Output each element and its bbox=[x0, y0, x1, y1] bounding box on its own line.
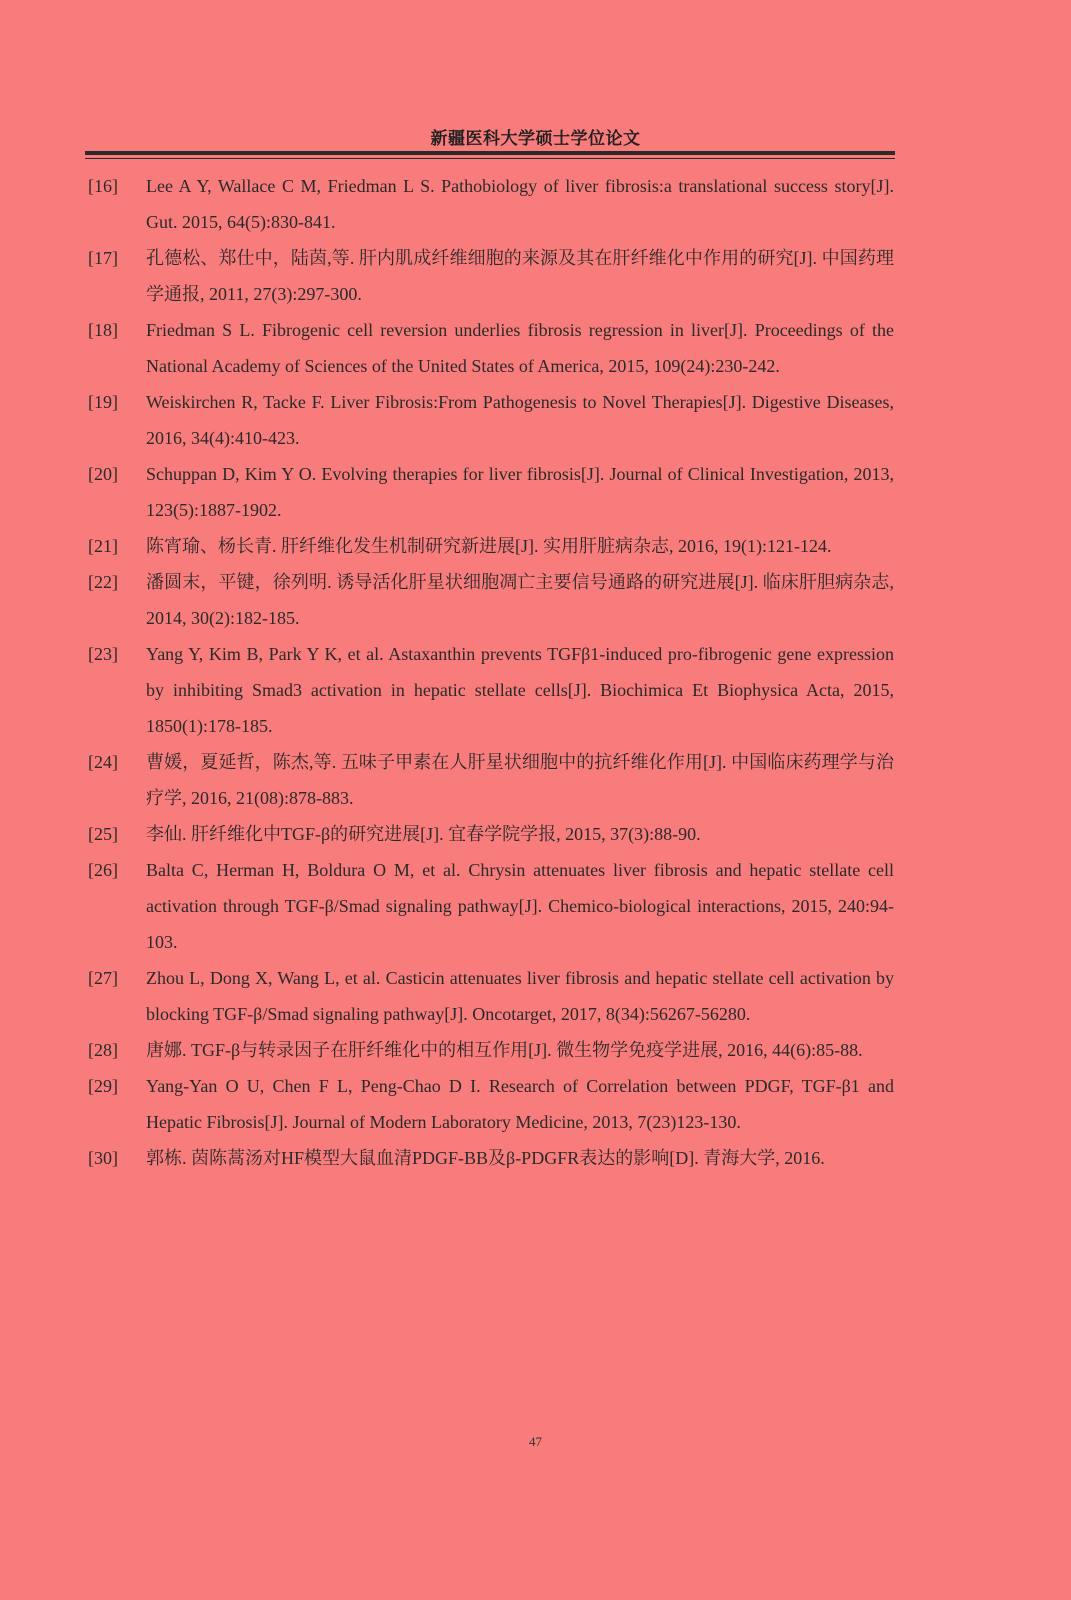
reference-text: Balta C, Herman H, Boldura O M, et al. Chrysin attenuates liver fibrosis and hepatic stellate cell activation through TGF-β/Smad signaling pathway[J]. Chemico-biological interactions, 2015, 240:94-103. bbox=[146, 860, 894, 952]
reference-text: 唐娜. TGF-β与转录因子在肝纤维化中的相互作用[J]. 微生物学免疫学进展, 2016, 44(6):85-88. bbox=[146, 1040, 863, 1060]
reference-item bbox=[88, 240, 894, 312]
reference-number: [26] bbox=[88, 860, 118, 880]
reference-text: Zhou L, Dong X, Wang L, et al. Casticin attenuates liver fibrosis and hepatic stellate cell activation by blocking TGF-β/Smad signaling pathway[J]. Oncotarget, 2017, 8(34):56267-56280. bbox=[146, 968, 894, 1024]
reference-number: [21] bbox=[88, 536, 118, 556]
reference-number: [20] bbox=[88, 464, 118, 484]
reference-item bbox=[88, 168, 894, 240]
reference-number: [28] bbox=[88, 1040, 118, 1060]
reference-item bbox=[88, 528, 894, 564]
reference-text: 郭栋. 茵陈蒿汤对HF模型大鼠血清PDGF-BB及β-PDGFR表达的影响[D]. 青海大学, 2016. bbox=[146, 1148, 825, 1168]
reference-number: [22] bbox=[88, 572, 118, 592]
header-rule-thick bbox=[85, 151, 895, 155]
reference-number: [30] bbox=[88, 1148, 118, 1168]
reference-text: 潘圆末，平键，徐列明. 诱导活化肝星状细胞凋亡主要信号通路的研究进展[J]. 临床肝胆病杂志, 2014, 30(2):182-185. bbox=[146, 572, 894, 628]
reference-list bbox=[88, 168, 894, 1176]
reference-item bbox=[88, 1032, 894, 1068]
reference-item bbox=[88, 384, 894, 456]
reference-number: [25] bbox=[88, 824, 118, 844]
reference-item bbox=[88, 852, 894, 960]
reference-item bbox=[88, 1068, 894, 1140]
reference-text: 曹媛，夏延哲，陈杰,等. 五味子甲素在人肝星状细胞中的抗纤维化作用[J]. 中国临床药理学与治疗学, 2016, 21(08):878-883. bbox=[146, 752, 894, 808]
reference-item bbox=[88, 312, 894, 384]
reference-text: Lee A Y, Wallace C M, Friedman L S. Pathobiology of liver fibrosis:a translational success story[J]. Gut. 2015, 64(5):830-841. bbox=[146, 176, 894, 232]
reference-number: [24] bbox=[88, 752, 118, 772]
reference-text: Weiskirchen R, Tacke F. Liver Fibrosis:From Pathogenesis to Novel Therapies[J]. Digestive Diseases, 2016, 34(4):410-423. bbox=[146, 392, 894, 448]
running-header-title: 新疆医科大学硕士学位论文 bbox=[430, 129, 641, 149]
reference-text: Friedman S L. Fibrogenic cell reversion underlies fibrosis regression in liver[J]. Proceedings of the National Academy of Sciences of the United States of America, 2015, 109(24):230-242. bbox=[146, 320, 894, 376]
reference-number: [29] bbox=[88, 1076, 118, 1096]
reference-item bbox=[88, 960, 894, 1032]
reference-item bbox=[88, 744, 894, 816]
reference-item bbox=[88, 564, 894, 636]
reference-number: [23] bbox=[88, 644, 118, 664]
reference-number: [18] bbox=[88, 320, 118, 340]
reference-item bbox=[88, 456, 894, 528]
reference-number: [19] bbox=[88, 392, 118, 412]
reference-item bbox=[88, 636, 894, 744]
page-number: 47 bbox=[529, 1434, 542, 1449]
reference-text: Yang-Yan O U, Chen F L, Peng-Chao D I. Research of Correlation between PDGF, TGF-β1 and Hepatic Fibrosis[J]. Journal of Modern Laboratory Medicine, 2013, 7(23)123-130. bbox=[146, 1076, 894, 1132]
reference-item bbox=[88, 816, 894, 852]
reference-text: Schuppan D, Kim Y O. Evolving therapies for liver fibrosis[J]. Journal of Clinical Investigation, 2013, 123(5):1887-1902. bbox=[146, 464, 894, 520]
reference-number: [27] bbox=[88, 968, 118, 988]
reference-text: Yang Y, Kim B, Park Y K, et al. Astaxanthin prevents TGFβ1-induced pro-fibrogenic gene expression by inhibiting Smad3 activation in hepatic stellate cells[J]. Biochimica Et Biophysica Acta, 2015, 1850(1):178-185. bbox=[146, 644, 894, 736]
reference-text: 陈宵瑜、杨长青. 肝纤维化发生机制研究新进展[J]. 实用肝脏病杂志, 2016, 19(1):121-124. bbox=[146, 536, 832, 556]
reference-text: 孔德松、郑仕中，陆茵,等. 肝内肌成纤维细胞的来源及其在肝纤维化中作用的研究[J]. 中国药理学通报, 2011, 27(3):297-300. bbox=[146, 248, 894, 304]
reference-item bbox=[88, 1140, 894, 1176]
header-rule-thin bbox=[85, 158, 895, 159]
reference-text: 李仙. 肝纤维化中TGF-β的研究进展[J]. 宜春学院学报, 2015, 37(3):88-90. bbox=[146, 824, 701, 844]
reference-number: [16] bbox=[88, 176, 118, 196]
reference-number: [17] bbox=[88, 248, 118, 268]
